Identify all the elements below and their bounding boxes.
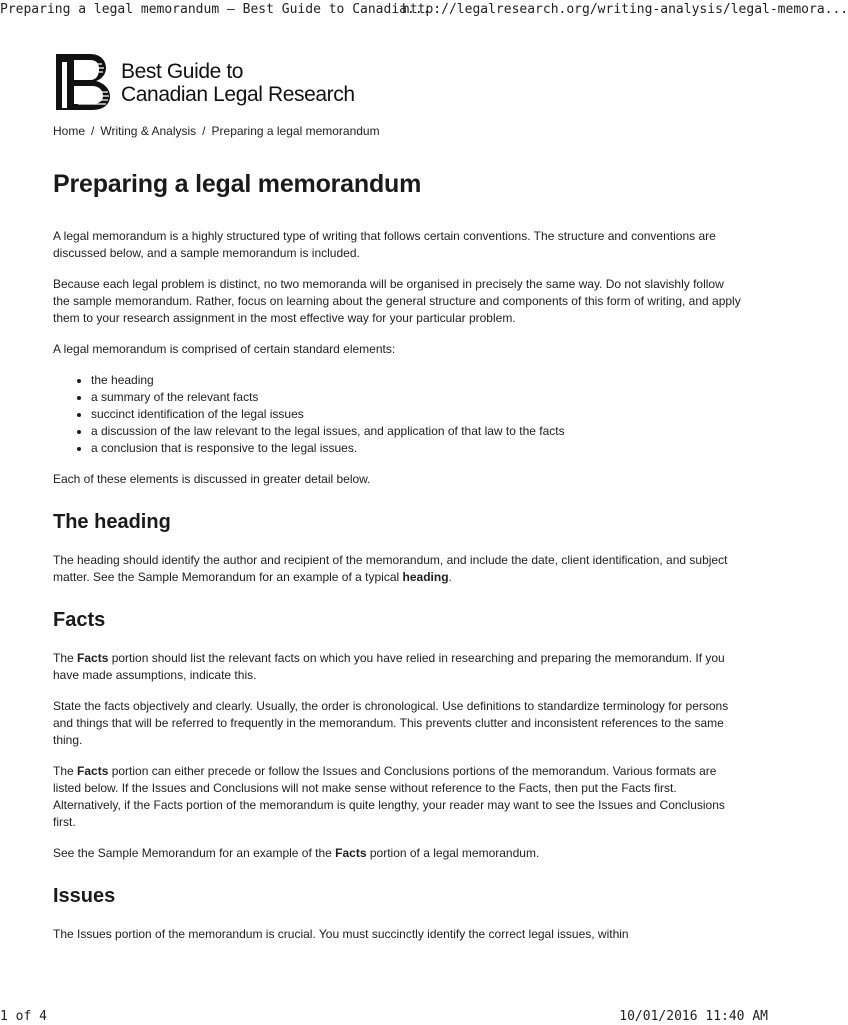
- list-item: • succinct identification of the legal issues: [91, 406, 743, 423]
- breadcrumb-separator: /: [202, 124, 206, 138]
- breadcrumb-separator: /: [91, 124, 95, 138]
- facts-paragraph-2: State the facts objectively and clearly. Usually, the order is chronological. Use definitions to standardize terminology for persons and things that will be referred to frequently in the memorandum. This prevents clutter and inconsistent references to the same thing.: [53, 699, 729, 747]
- page-number: 1 of 4: [0, 1009, 47, 1024]
- facts-p3-start: The: [53, 764, 78, 778]
- facts-p4-bold: Facts: [335, 846, 367, 860]
- list-item: • a summary of the relevant facts: [91, 389, 743, 406]
- heading-paragraph-text: The heading should identify the author and recipient of the memorandum, and include the date, client identification, and subject matter. See the Sample Memorandum for an example of a typical: [53, 553, 728, 584]
- print-datetime: 10/01/2016 11:40 AM: [619, 1009, 768, 1024]
- elements-list: [53, 372, 743, 457]
- breadcrumb: [53, 124, 380, 138]
- logo-line-1: Best Guide to: [121, 60, 244, 83]
- issues-paragraph-1: The Issues portion of the memorandum is crucial. You must succinctly identify the correct legal issues, within: [53, 927, 629, 941]
- logo-line-2: Canadian Legal Research: [121, 83, 355, 106]
- intro-paragraph-2: Because each legal problem is distinct, no two memoranda will be organised in precisely the same way. Do not slavishly follow the sample memorandum. Rather, focus on learning about the general structure and components of this form of writing, and apply them to your research assignment in the most effective way for your particular problem.: [53, 277, 741, 325]
- breadcrumb-current: Preparing a legal memorandum: [211, 124, 380, 138]
- print-footer: [0, 1009, 768, 1025]
- site-logo[interactable]: [52, 52, 362, 114]
- facts-p3-rest: portion can either precede or follow the Issues and Conclusions portions of the memorandum. Various formats are listed below. If the Issues and Conclusions will not make sense without reference to the Facts, then put the Facts first. Alternatively, if the Facts portion of the memorandum is quite lengthy, your reader may want to see the Issues and Conclusions first.: [53, 764, 725, 829]
- heading-paragraph: [53, 552, 743, 586]
- logo-text: [121, 60, 355, 106]
- facts-p1-start: The: [53, 651, 78, 665]
- facts-paragraph-4: [53, 845, 743, 862]
- facts-section-title: Facts: [53, 609, 106, 631]
- print-header-url: http://legalresearch.org/writing-analysis/legal-memora...: [402, 2, 848, 17]
- breadcrumb-home[interactable]: Home: [53, 124, 86, 138]
- list-item: • a conclusion that is responsive to the legal issues.: [91, 440, 743, 457]
- breadcrumb-section[interactable]: Writing & Analysis: [100, 124, 197, 138]
- issues-section-title: Issues: [53, 885, 116, 907]
- facts-paragraph-1: [53, 650, 743, 684]
- facts-p4-start: See the Sample Memorandum for an example of the: [53, 846, 336, 860]
- page-title: Preparing a legal memorandum: [53, 170, 422, 198]
- heading-section-title: The heading: [53, 511, 171, 533]
- facts-p1-rest: portion should list the relevant facts on which you have relied in researching and preparing the memorandum. If you have made assumptions, indicate this.: [53, 651, 725, 682]
- intro-paragraph-4: Each of these elements is discussed in greater detail below.: [53, 472, 371, 486]
- intro-paragraph-3: A legal memorandum is comprised of certain standard elements:: [53, 342, 396, 356]
- list-item: • the heading: [91, 372, 743, 389]
- list-item: • a discussion of the law relevant to the legal issues, and application of that law to the facts: [91, 423, 743, 440]
- facts-p1-bold: Facts: [77, 651, 109, 665]
- heading-bold-term: heading: [402, 570, 449, 584]
- print-header-title: Preparing a legal memorandum – Best Guide to Canadia...: [0, 2, 431, 17]
- print-header: [0, 2, 848, 20]
- article-content: [53, 168, 743, 957]
- intro-paragraph-1: A legal memorandum is a highly structured type of writing that follows certain conventions. The structure and conventions are discussed below, and a sample memorandum is included.: [53, 229, 716, 260]
- facts-paragraph-3: [53, 763, 743, 831]
- facts-p3-bold: Facts: [77, 764, 109, 778]
- facts-p4-rest: portion of a legal memorandum.: [366, 846, 540, 860]
- heading-paragraph-end: .: [448, 570, 452, 584]
- book-b-logo-icon: [52, 52, 114, 114]
